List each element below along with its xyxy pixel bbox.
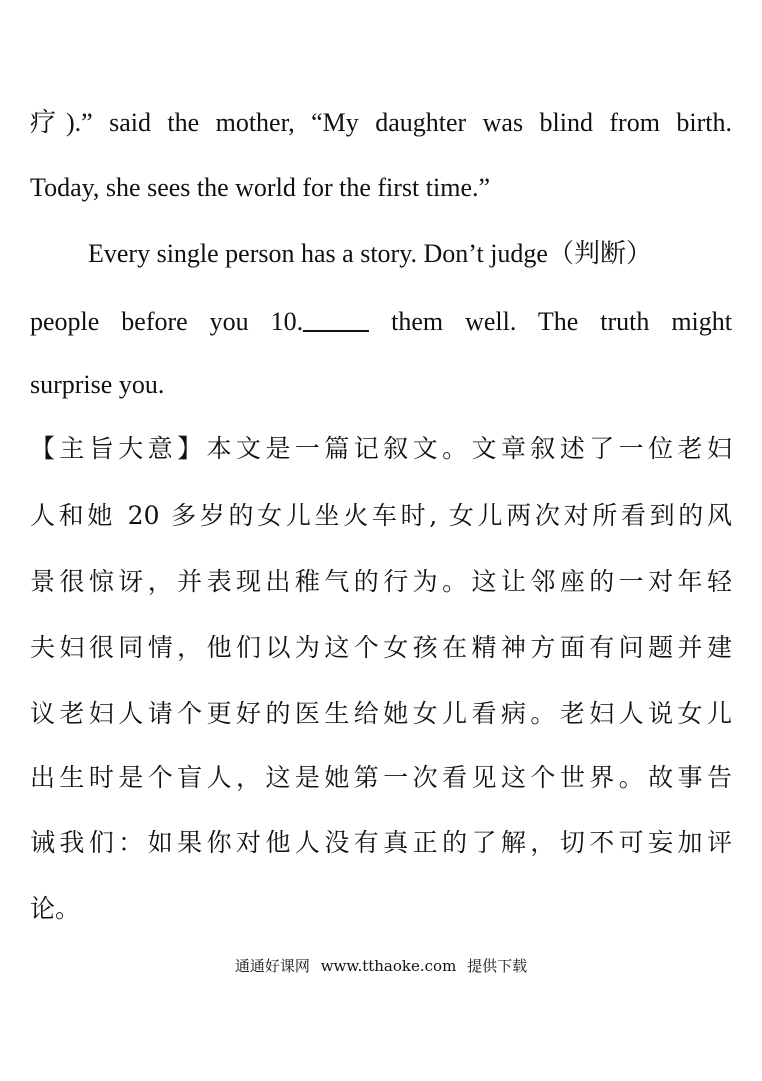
summary-line-4: 夫妇很同情，他们以为这个女孩在精神方面有问题并建 [30,633,732,662]
answer-blank-10 [303,304,369,332]
passage-text-before-blank: people before you 10. [30,307,304,336]
footer-note: 提供下载 [467,957,528,975]
footer [0,956,762,976]
passage-line-1: 疗).” said the mother, “My daughter was blind from birth. [30,108,732,137]
summary-line-2: 人和她 20 多岁的女儿坐火车时, 女儿两次对所看到的风 [30,501,732,530]
summary-line-8: 论。 [30,894,81,923]
summary-line-6: 出生时是个盲人，这是她第一次看见这个世界。故事告 [30,763,732,792]
passage-line-3: Every single person has a story. Don’t judge（判断） [88,239,652,268]
summary-line-1: 【主旨大意】本文是一篇记叙文。文章叙述了一位老妇 [30,434,732,463]
passage-line-5: surprise you. [30,370,165,399]
summary-line-5: 议老妇人请个更好的医生给她女儿看病。老妇人说女儿 [30,699,732,728]
passage-line-2: Today, she sees the world for the first time.” [30,173,491,202]
summary-line-3: 景很惊讶，并表现出稚气的行为。这让邻座的一对年轻 [30,567,732,596]
footer-site-name: 通通好课网 [234,957,310,975]
summary-line-7: 诫我们：如果你对他人没有真正的了解，切不可妄加评 [30,828,732,857]
footer-url[interactable]: www.tthaoke.com [320,957,457,975]
passage-line-4 [30,304,732,338]
passage-text-after-blank: them well. The truth might [369,307,733,336]
